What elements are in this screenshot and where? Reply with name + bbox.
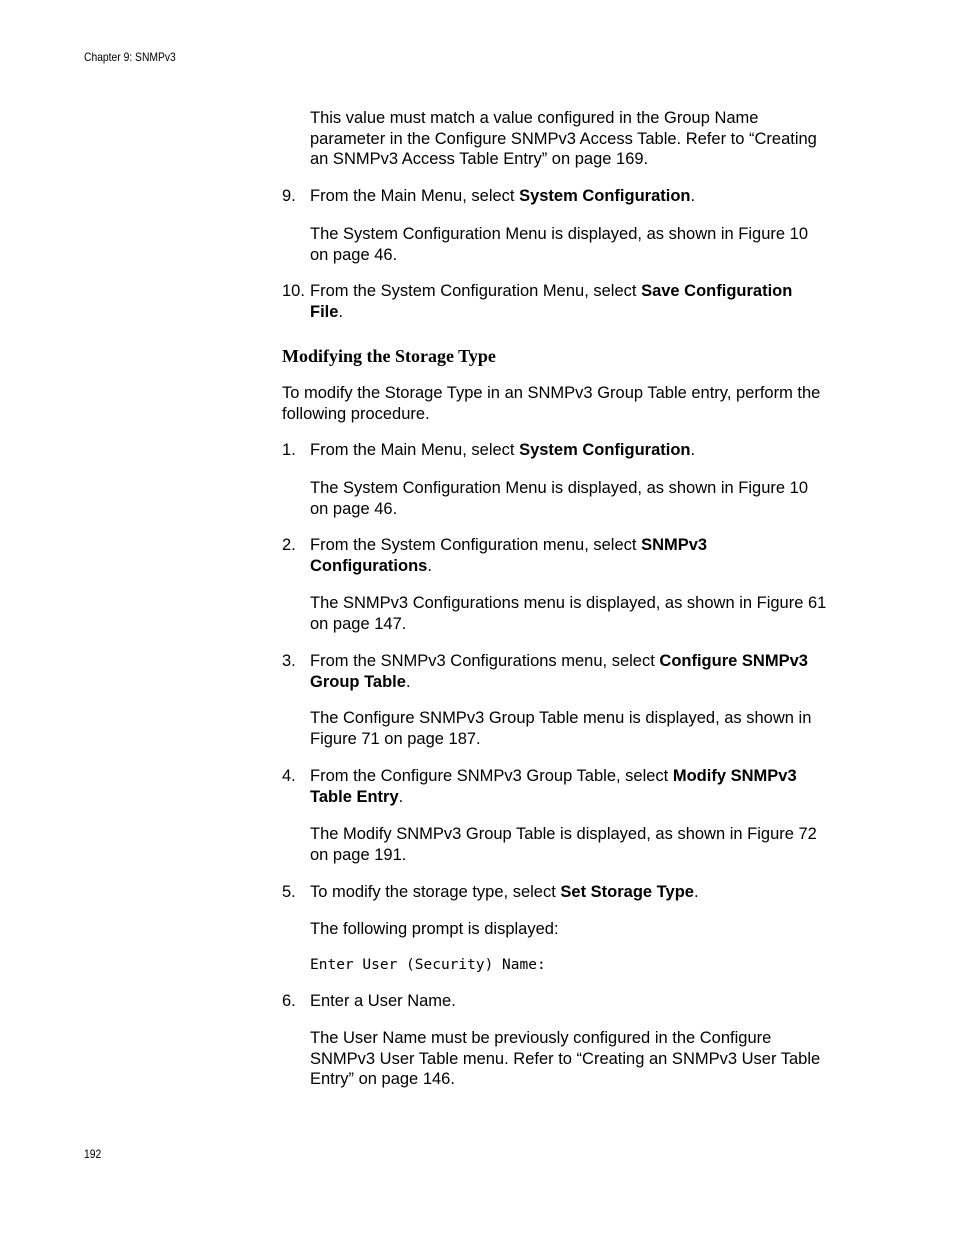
step-number: 1. xyxy=(282,441,296,459)
text-line: on page 191. xyxy=(310,845,407,864)
step-number: 3. xyxy=(282,652,296,670)
text-line: The User Name must be previously configured in the Configure xyxy=(310,1029,772,1047)
text-line: The System Configuration Menu is displayed, as shown in Figure 10 xyxy=(310,479,809,497)
step-number: 4. xyxy=(282,767,296,785)
text-line: The System Configuration Menu is displayed, as shown in Figure 10 xyxy=(310,225,809,243)
page-number: 192 xyxy=(84,1147,102,1161)
step-2-note xyxy=(310,593,826,634)
text-line: following procedure. xyxy=(282,404,430,423)
step-2-text: From the System Configuration menu, select SNMPv3 Configurations. xyxy=(310,536,708,575)
text-line: To modify the Storage Type in an SNMPv3 Group Table entry, perform the xyxy=(282,384,821,402)
step-1-text: From the Main Menu, select System Configuration. xyxy=(310,441,696,459)
step-1-note xyxy=(310,478,808,519)
step-number: 9. xyxy=(282,187,296,205)
text-line: The Configure SNMPv3 Group Table menu is displayed, as shown in xyxy=(310,709,812,727)
step-number: 10. xyxy=(282,282,305,300)
text-line: Figure 71 on page 187. xyxy=(310,729,481,748)
prompt-code: Enter User (Security) Name: xyxy=(310,957,546,973)
step-6-note xyxy=(310,1028,820,1090)
text-line: The SNMPv3 Configurations menu is displayed, as shown in Figure 61 xyxy=(310,594,827,612)
menu-option: Configurations xyxy=(310,556,428,575)
menu-option: System Configuration xyxy=(519,187,691,205)
menu-option: System Configuration xyxy=(519,441,691,459)
intro-paragraph xyxy=(310,108,817,170)
step-4-text: From the Configure SNMPv3 Group Table, select Modify SNMPv3 Table Entry. xyxy=(310,767,797,806)
menu-option: Group Table xyxy=(310,672,406,691)
step-5-text: To modify the storage type, select Set Storage Type. xyxy=(310,883,699,901)
text-line: parameter in the Configure SNMPv3 Access Table. Refer to “Creating xyxy=(310,129,817,148)
text-line: an SNMPv3 Access Table Entry” on page 169. xyxy=(310,150,649,168)
running-header: Chapter 9: SNMPv3 xyxy=(84,50,176,64)
text-line: on page 46. xyxy=(310,245,398,264)
step-number: 6. xyxy=(282,992,296,1010)
menu-option: Table Entry xyxy=(310,787,399,806)
step-4-note xyxy=(310,824,817,865)
step-3-note xyxy=(310,708,811,749)
step-6-text: Enter a User Name. xyxy=(310,992,456,1010)
step-9-note xyxy=(310,224,808,265)
section-heading: Modifying the Storage Type xyxy=(282,346,496,366)
menu-option: SNMPv3 xyxy=(641,536,708,554)
menu-option: Set Storage Type xyxy=(560,883,694,901)
step-3-text: From the SNMPv3 Configurations menu, select Configure SNMPv3 Group Table. xyxy=(310,652,808,691)
menu-option: Save Configuration xyxy=(641,282,793,300)
menu-option: Modify SNMPv3 xyxy=(672,767,797,785)
text-line: The Modify SNMPv3 Group Table is displayed, as shown in Figure 72 xyxy=(310,825,817,843)
step-10-text: From the System Configuration Menu, select Save Configuration File. xyxy=(310,282,793,321)
section-intro xyxy=(282,383,820,424)
text-line: SNMPv3 User Table menu. Refer to “Creating an SNMPv3 User Table xyxy=(310,1049,821,1068)
step-number: 2. xyxy=(282,536,296,554)
text-line: This value must match a value configured in the Group Name xyxy=(310,109,759,127)
menu-option: Configure SNMPv3 xyxy=(659,652,808,670)
text-line: Entry” on page 146. xyxy=(310,1070,455,1088)
step-5-note: The following prompt is displayed: xyxy=(310,920,559,938)
menu-option: File xyxy=(310,302,339,321)
text-line: on page 147. xyxy=(310,614,407,633)
step-number: 5. xyxy=(282,883,296,901)
text-line: on page 46. xyxy=(310,499,398,518)
step-9-text: From the Main Menu, select System Configuration. xyxy=(310,187,696,205)
